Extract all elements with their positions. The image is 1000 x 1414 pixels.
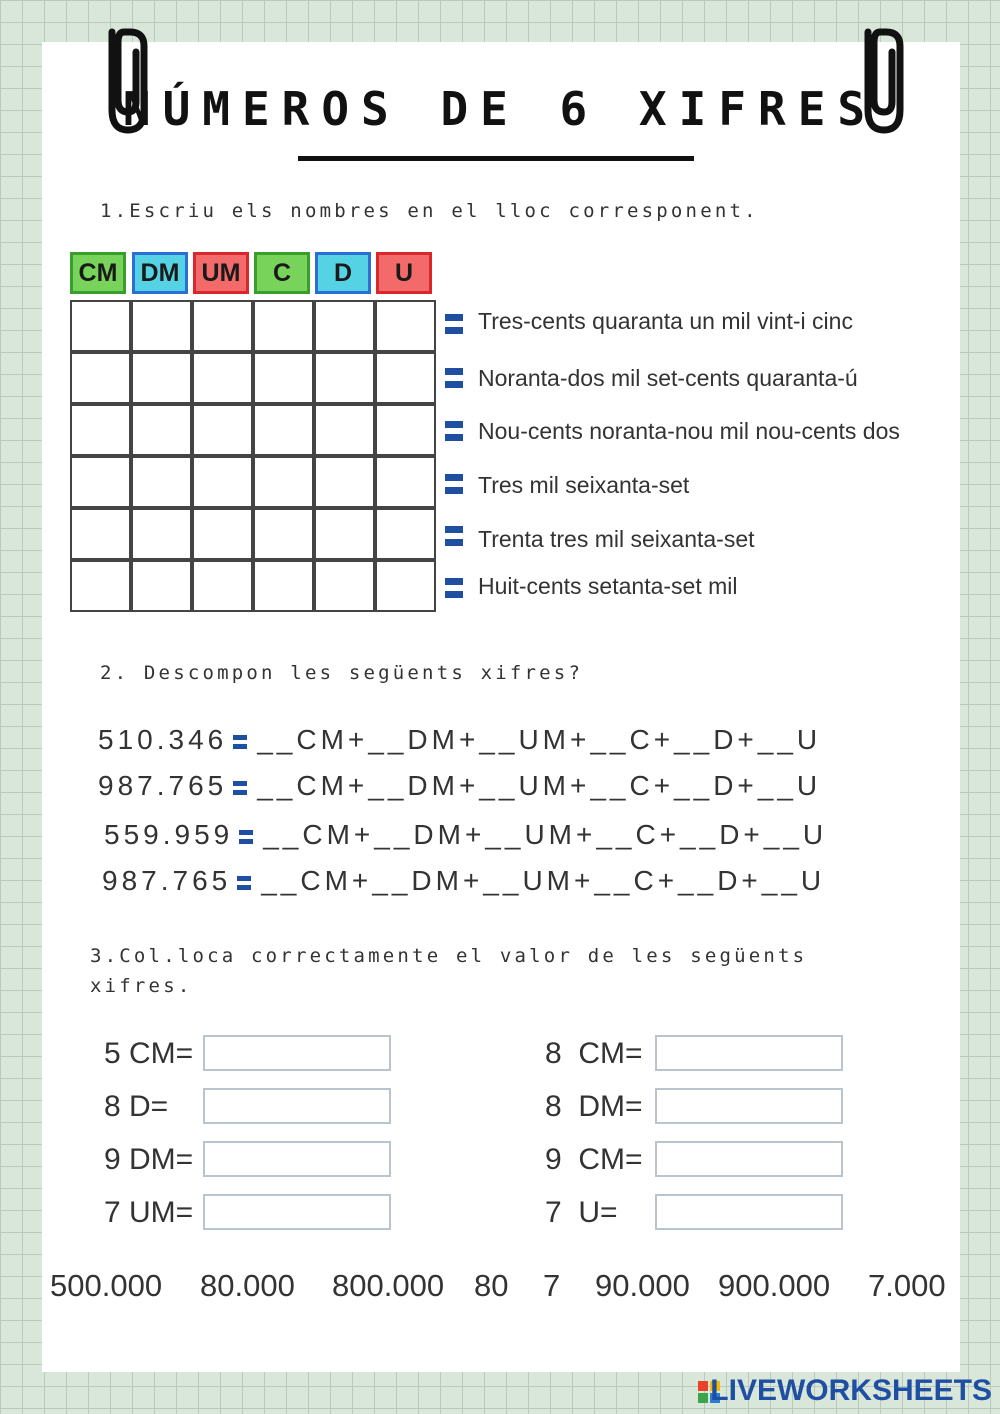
header-cm: CM	[70, 252, 126, 294]
brand-watermark: LIVEWORKSHEETS	[710, 1374, 992, 1407]
table-cell[interactable]	[70, 352, 131, 404]
answer-box[interactable]	[655, 1035, 843, 1071]
decomposition-number: 987.765	[102, 865, 232, 896]
decomposition-row	[104, 819, 827, 851]
header-d: D	[315, 252, 371, 294]
word-bank-item[interactable]: 800.000	[332, 1268, 445, 1303]
value-label: 8 CM=	[545, 1037, 643, 1070]
header-dm: DM	[132, 252, 188, 294]
section2-instruction: 2. Descompon les següents xifres?	[100, 662, 584, 684]
header-um: UM	[193, 252, 249, 294]
page-title: NÚMEROS DE 6 XIFRES	[122, 82, 878, 136]
equals-icon	[445, 526, 463, 546]
table-cell[interactable]	[192, 560, 253, 612]
table-cell[interactable]	[375, 456, 436, 508]
section3-instruction-continued: xifres.	[90, 975, 193, 997]
table-cell[interactable]	[314, 404, 375, 456]
answer-box[interactable]	[203, 1194, 391, 1230]
decomposition-number: 987.765	[98, 770, 228, 801]
table-cell[interactable]	[70, 456, 131, 508]
answer-box[interactable]	[203, 1141, 391, 1177]
table-cell[interactable]	[253, 404, 314, 456]
table-cell[interactable]	[375, 560, 436, 612]
section1-instruction: 1.Escriu els nombres en el lloc corresponent.	[100, 200, 759, 222]
word-bank-item[interactable]: 80.000	[200, 1268, 295, 1303]
value-label: 9 DM=	[104, 1143, 194, 1176]
table-cell[interactable]	[192, 300, 253, 352]
value-label: 7 UM=	[104, 1196, 194, 1229]
decomposition-row	[98, 770, 821, 802]
decomposition-row	[102, 865, 825, 897]
answer-box[interactable]	[203, 1035, 391, 1071]
table-cell[interactable]	[375, 508, 436, 560]
word-bank-item[interactable]: 80	[474, 1268, 509, 1303]
decomposition-number: 559.959	[104, 819, 234, 850]
value-label: 8 D=	[104, 1090, 169, 1123]
table-cell[interactable]	[70, 300, 131, 352]
value-label: 5 CM=	[104, 1037, 194, 1070]
word-bank-item[interactable]: 500.000	[50, 1268, 163, 1303]
table-cell[interactable]	[314, 352, 375, 404]
table-cell[interactable]	[253, 560, 314, 612]
table-cell[interactable]	[192, 352, 253, 404]
table-cell[interactable]	[192, 508, 253, 560]
equals-icon	[445, 421, 463, 441]
equals-icon	[445, 474, 463, 494]
phrase-4: Tres mil seixanta-set	[478, 472, 690, 498]
table-cell[interactable]	[314, 456, 375, 508]
table-cell[interactable]	[375, 300, 436, 352]
equals-icon	[445, 314, 463, 334]
word-bank-item[interactable]: 90.000	[595, 1268, 690, 1303]
phrase-2: Noranta-dos mil set-cents quaranta-ú	[478, 365, 858, 391]
equals-icon	[237, 875, 251, 891]
table-cell[interactable]	[314, 300, 375, 352]
decomposition-blanks[interactable]: __CM+__DM+__UM+__C+__D+__U	[263, 819, 828, 850]
equals-icon	[233, 780, 247, 796]
word-bank-item[interactable]: 7	[543, 1268, 561, 1303]
table-cell[interactable]	[131, 352, 192, 404]
header-u: U	[376, 252, 432, 294]
decomposition-row	[98, 724, 821, 756]
word-bank-item[interactable]: 900.000	[718, 1268, 831, 1303]
section3-instruction: 3.Col.loca correctamente el valor de les següents	[90, 945, 808, 967]
word-bank-item[interactable]: 7.000	[868, 1268, 946, 1303]
header-c: C	[254, 252, 310, 294]
table-cell[interactable]	[375, 404, 436, 456]
table-cell[interactable]	[314, 508, 375, 560]
table-cell[interactable]	[131, 404, 192, 456]
phrase-5: Trenta tres mil seixanta-set	[478, 526, 755, 552]
equals-icon	[233, 734, 247, 750]
table-cell[interactable]	[253, 456, 314, 508]
answer-box[interactable]	[655, 1088, 843, 1124]
phrase-6: Huit-cents setanta-set mil	[478, 573, 738, 599]
table-cell[interactable]	[131, 300, 192, 352]
phrase-1: Tres-cents quaranta un mil vint-i cinc	[478, 308, 853, 334]
table-cell[interactable]	[375, 352, 436, 404]
value-label: 9 CM=	[545, 1143, 643, 1176]
table-cell[interactable]	[253, 352, 314, 404]
decomposition-blanks[interactable]: __CM+__DM+__UM+__C+__D+__U	[257, 770, 822, 801]
table-cell[interactable]	[70, 508, 131, 560]
value-label: 8 DM=	[545, 1090, 643, 1123]
answer-box[interactable]	[655, 1141, 843, 1177]
table-cell[interactable]	[70, 404, 131, 456]
decomposition-blanks[interactable]: __CM+__DM+__UM+__C+__D+__U	[257, 724, 822, 755]
table-cell[interactable]	[131, 508, 192, 560]
table-cell[interactable]	[253, 300, 314, 352]
answer-box[interactable]	[203, 1088, 391, 1124]
table-cell[interactable]	[192, 456, 253, 508]
table-cell[interactable]	[131, 560, 192, 612]
answer-box[interactable]	[655, 1194, 843, 1230]
phrase-3: Nou-cents noranta-nou mil nou-cents dos	[478, 418, 900, 444]
table-cell[interactable]	[253, 508, 314, 560]
table-cell[interactable]	[131, 456, 192, 508]
equals-icon	[445, 578, 463, 598]
equals-icon	[239, 829, 253, 845]
table-cell[interactable]	[314, 560, 375, 612]
title-underline	[298, 156, 694, 161]
table-cell[interactable]	[70, 560, 131, 612]
decomposition-number: 510.346	[98, 724, 228, 755]
decomposition-blanks[interactable]: __CM+__DM+__UM+__C+__D+__U	[261, 865, 826, 896]
value-label: 7 U=	[545, 1196, 618, 1229]
table-cell[interactable]	[192, 404, 253, 456]
equals-icon	[445, 368, 463, 388]
